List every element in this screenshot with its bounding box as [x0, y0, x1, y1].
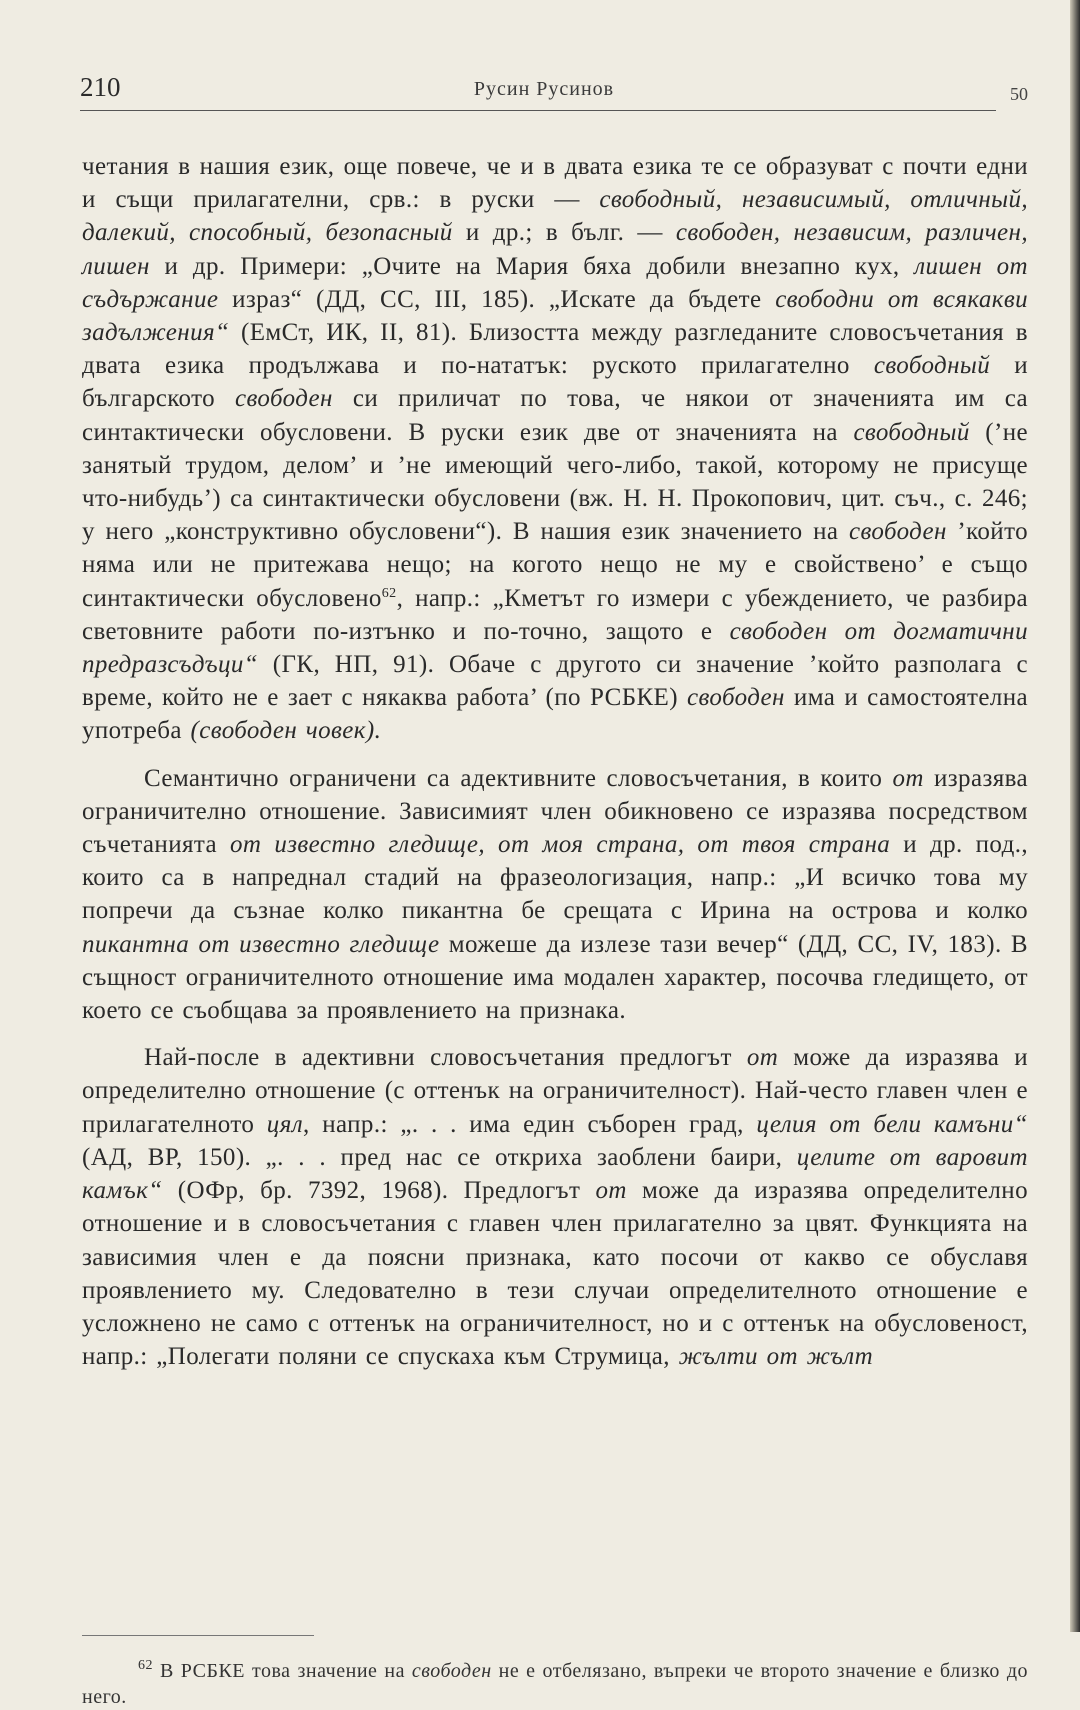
italic-term: целия от бели камъни“	[756, 1110, 1028, 1138]
paragraph-3	[82, 1041, 1028, 1373]
italic-term: цял	[266, 1110, 304, 1138]
text-run: изразява ограничително отношение. Зависимият член обикновено се изразява посредством съчетанията	[82, 764, 1029, 859]
italic-term: свободен	[687, 684, 785, 712]
text-run: има и самостоятелна употреба	[82, 684, 1028, 745]
text-run: четания в нашия език, още повече, че и в двата езика те се образуват с почти едни и същи прилагателни, срв.: в руски —	[82, 153, 1028, 214]
italic-term: свободный	[873, 352, 991, 380]
italic-term: пикантна от известно гледище	[82, 930, 440, 958]
italic-term: от	[746, 1044, 779, 1072]
text-run: може да изразява и определително отношение (с оттенък на ограничителност). Най-често главен член е прилагателното	[82, 1044, 1029, 1138]
footnote-italic-term: свободен	[411, 1660, 492, 1682]
italic-term: целите от варовит камък“	[82, 1143, 1028, 1205]
text-run: и др. Примери: „Очите на Мария бяха добили внезапно кух,	[149, 252, 915, 280]
sheet-mark: 50	[1010, 84, 1028, 104]
text-run: Най-после в адективни словосъчетания предлогът	[144, 1044, 747, 1072]
italic-term: свободный	[853, 418, 970, 446]
italic-term: свободни от всякакви задължения“	[82, 285, 1028, 347]
italic-term: свободен от догматични предразсъдъци“	[82, 617, 1028, 679]
italic-term: (свободен човек).	[190, 717, 382, 745]
text-run: Семантично ограничени са адективните словосъчетания, в които	[144, 764, 893, 792]
text-run: (’не занятый трудом, делом’ и ’не имеющий чего-либо, такой, которому не присуще что-нибудь’) са синтактически обусловени (вж. Н. Н. Прокопович, цит. съч., с. 246; у него „конструктивно обусловени“). В нашия език значението на	[82, 418, 1028, 546]
text-run: ’който няма или не притежава нещо; на когото нещо не му е свойствено’ е също синтактически обусловено	[82, 518, 1028, 612]
text-run: (ОФр, бр. 7392, 1968). Предлогът	[162, 1177, 596, 1205]
footnote-rule	[82, 1635, 314, 1636]
footnote-text-end: не е отбелязано, въпреки че второто значение е близко до него.	[82, 1660, 1028, 1708]
text-run: си приличат по това, че някои от значенията им са синтактически обусловени. В руски език две от значенията на	[82, 385, 1028, 446]
italic-term: лишен от съдържание	[82, 252, 1029, 313]
text-run: , напр.: „Кметът го измери с убеждението, че разбира световните работи по-изтънко и по-точно, защото е	[82, 584, 1028, 645]
text-run: (АД, ВР, 150). „. . . пред нас се открихa заоблени баири,	[82, 1143, 797, 1171]
main-text	[82, 150, 1029, 1708]
footnote	[82, 1658, 1028, 1710]
text-run: и българското	[82, 352, 1028, 413]
page-number: 210	[80, 72, 121, 102]
footnote-number: 62	[138, 1658, 153, 1673]
running-head: Русин Русинов	[473, 78, 615, 100]
text-run: израз“ (ДД, СС, III, 185). „Искате да бъдете	[218, 285, 776, 313]
italic-term: жълти от жълт	[678, 1343, 874, 1371]
italic-term: от	[595, 1177, 627, 1205]
page-header	[58, 62, 1030, 110]
paragraph-1	[82, 150, 1028, 748]
header-rule	[80, 110, 996, 111]
text-run: и др.; в бълг. —	[452, 219, 676, 247]
text-run: (ЕмСт, ИК, II, 81). Близостта между разгледаните словосъчетания в двата езика продължава и по-нататък: руското прилагателно	[82, 319, 1028, 380]
italic-term: от известно гледище, от моя страна, от твоя страна	[230, 831, 891, 859]
footnote-text: В РСБКЕ това значение на	[153, 1660, 412, 1682]
book-page	[58, 62, 1030, 1708]
text-run: (ГК, НП, 91). Обаче с другото си значение ’който разполага с време, който не е зает с някаква работа’ (по РСБКЕ)	[82, 651, 1028, 712]
footnote-ref: 62	[381, 585, 397, 601]
italic-term: от	[892, 764, 924, 792]
paragraph-2	[82, 762, 1028, 1028]
italic-term: свободный, независимый, отличный, далекий, способный, безопасный	[82, 186, 1028, 247]
text-run: можеше да излезе тази вечер“ (ДД, СС, IV, 183). В същност ограничителното отношение има модален характер, посочва гледището, от което се съобщава за проявлението на признака.	[82, 930, 1028, 1025]
italic-term: свободен	[235, 385, 333, 413]
italic-term: свободен, независим, различен, лишен	[82, 219, 1029, 280]
text-run: може да изразява определително отношение и в словосъчетания с главен член прилагателно за цвят. Функцията на зависимия член е да поясни признака, като посочи от какво се обуславя проявлението му. Следователно в тези случаи определителното отношение е усложнено не само с оттенък на ограничителност, но и с оттенък на обусловеност, напр.: „Полегати поляни се спускаха към Струмица,	[82, 1177, 1028, 1371]
italic-term: свободен	[848, 518, 947, 546]
text-run: , напр.: „. . . има един съборен град,	[303, 1110, 757, 1138]
text-run: и др. под., които са в напреднал стадий на фразеологизация, напр.: „И всичко това му попречи да съзнае колко пикантна бе срещата с Ирина на острова и колко	[82, 831, 1029, 925]
page-edge-shadow	[1070, 0, 1080, 1632]
